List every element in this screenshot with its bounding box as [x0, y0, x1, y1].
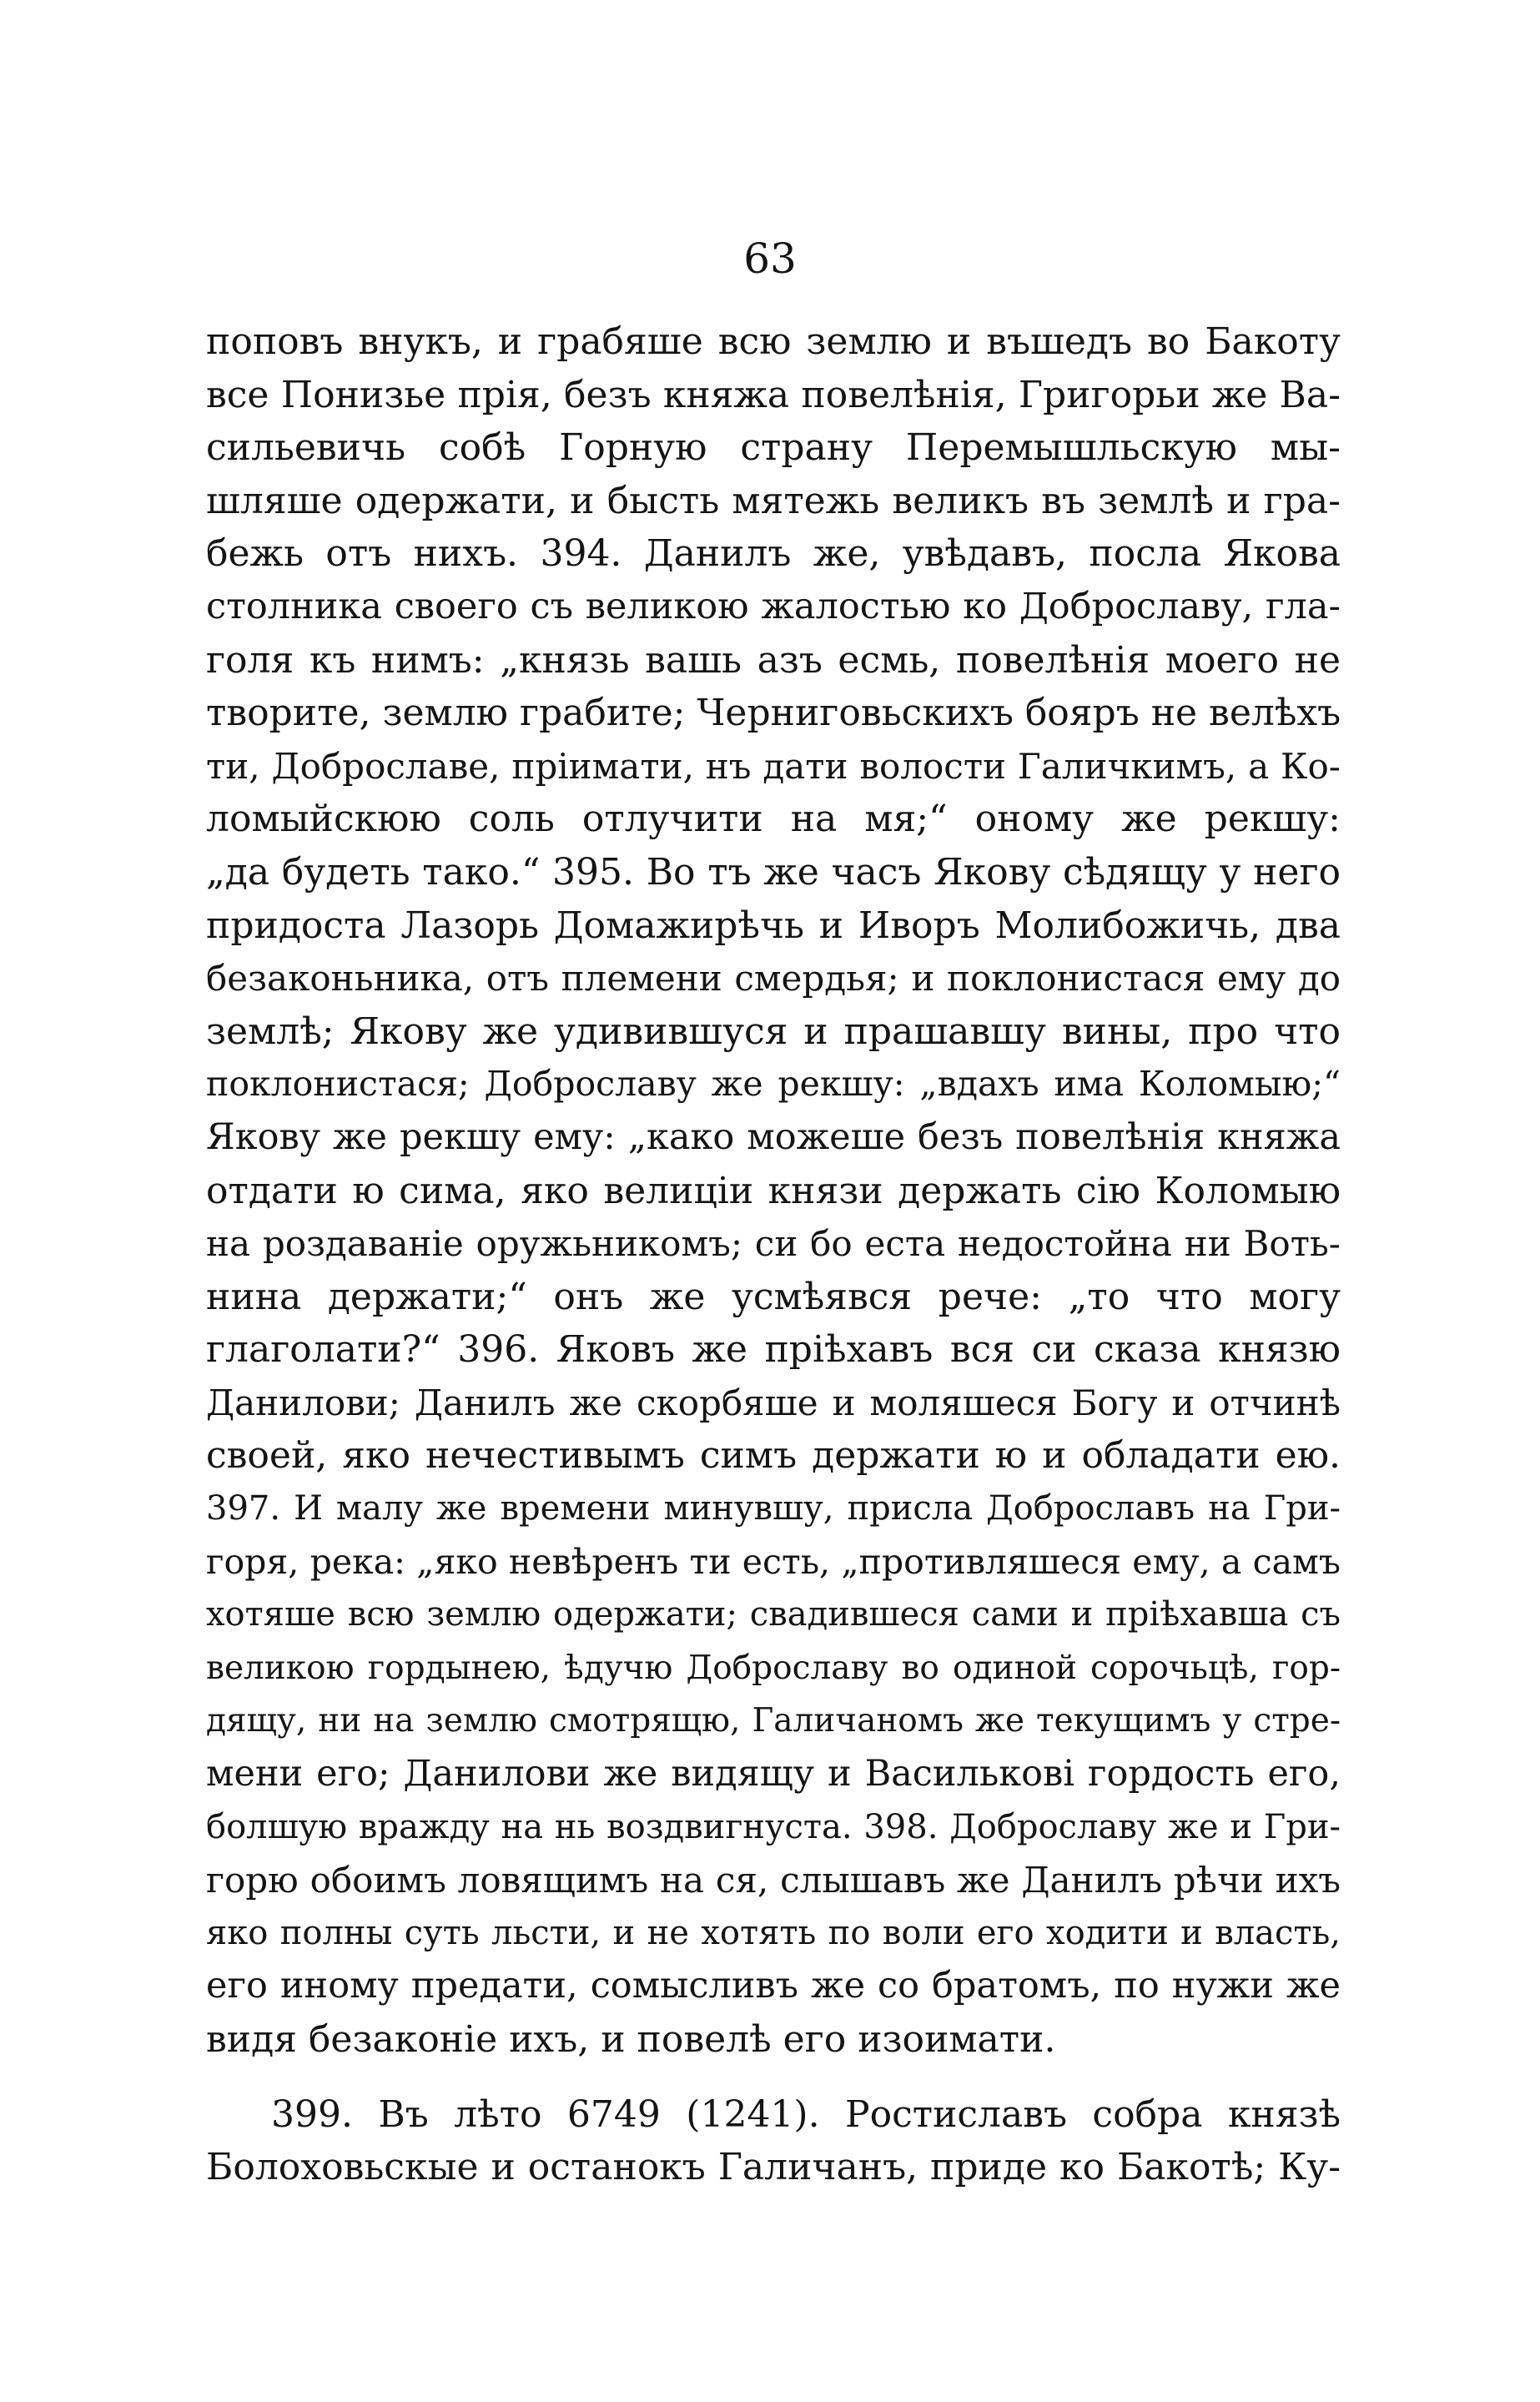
text-line: нина держати;“ онъ же усмѣявся рече: „то что могу: [206, 1275, 1341, 1318]
paragraph-1: [206, 315, 1341, 2067]
page-number: 63: [743, 234, 797, 283]
text-line: глаголати?“ 396. Яковъ же пріѣхавъ вся си сказа князю: [206, 1328, 1341, 1372]
text-line: голя къ нимъ: „князь вашь азъ есмь, повелѣнія моего не: [206, 638, 1341, 682]
text-body: [206, 315, 1341, 2194]
text-line: дящу, ни на землю смотрящю, Галичаномъ же текущимъ у стре-: [206, 1702, 1341, 1740]
text-line: болшую вражду на нь воздвигнуста. 398. Доброславу же и Гри-: [206, 1807, 1341, 1846]
text-line: бежь отъ нихъ. 394. Данилъ же, увѣдавъ, посла Якова: [206, 532, 1341, 576]
text-line: поповъ внукъ, и грабяше всю землю и въшедъ во Бакоту: [206, 320, 1341, 363]
text-line: отдати ю сима, яко велиціи князи держать сію Коломыю: [206, 1169, 1341, 1212]
paragraph-2: [206, 2088, 1341, 2194]
text-line: видя безаконіе ихъ, и повелѣ его изоимати.: [206, 2018, 1056, 2061]
text-line: безаконьника, отъ племени смердья; и поклонистася ему до: [206, 958, 1341, 1000]
paragraph-gap: [206, 2067, 1341, 2088]
text-line: придоста Лазорь Домажирѣчь и Иворъ Молибожичь, два: [206, 904, 1341, 947]
text-line: землѣ; Якову же удивившуся и прашавшу вины, про что: [206, 1010, 1341, 1053]
text-line: ломыйскюю соль отлучити на мя;“ оному же рекшу:: [206, 798, 1341, 841]
text-line: своей, яко нечестивымъ симъ держати ю и обладати ею.: [206, 1434, 1341, 1478]
text-line: Якову же рекшу ему: „како можеше безъ повелѣнія княжа: [206, 1115, 1341, 1158]
text-line: его иному предати, сомысливъ же со братомъ, по нужи же: [206, 1965, 1341, 2007]
text-line: 399. Въ лѣто 6749 (1241). Ростиславъ собра князѣ: [271, 2092, 1341, 2136]
text-line: поклонистася; Доброславу же рекшу: „вдахъ има Коломыю;“: [206, 1064, 1341, 1105]
text-line: Данилови; Данилъ же скорбяше и моляшеся Богу и отчинѣ: [206, 1382, 1341, 1423]
text-line: столника своего съ великою жалостью ко Доброславу, гла-: [206, 585, 1341, 627]
text-line: 397. И малу же времени минувшу, присла Доброславъ на Гри-: [206, 1489, 1341, 1528]
text-line: шляше одержати, и бысть мятежь великъ въ землѣ и гра-: [206, 479, 1341, 522]
text-line: хотяше всю землю одержати; свадившеся сами и пріѣхавша съ: [206, 1595, 1341, 1634]
text-line: творите, землю грабите; Черниговьскихъ бояръ не велѣхъ: [206, 692, 1341, 735]
text-line: сильевичь собѣ Горную страну Перемышльскую мы-: [206, 426, 1341, 470]
text-line: ти, Доброславе, пріимати, нъ дати волости Галичкимъ, а Ко-: [206, 745, 1341, 787]
text-line: мени его; Данилови же видящу и Васильковi гордость его,: [206, 1753, 1341, 1795]
text-line: великою гордынею, ѣдучю Доброславу во одиной сорочьцѣ, гор-: [206, 1649, 1341, 1687]
text-line: „да будеть тако.“ 395. Во тъ же часъ Якову сѣдящу у него: [206, 850, 1341, 894]
text-line: горю обоимъ ловящимъ на ся, слышавъ же Данилъ рѣчи ихъ: [206, 1860, 1341, 1901]
text-line: яко полны суть льсти, и не хотять по воли его ходити и власть,: [206, 1913, 1341, 1952]
text-line: Болоховьскые и останокъ Галичанъ, приде ко Бакотѣ; Ку-: [206, 2146, 1341, 2189]
text-line: горя, река: „яко невѣренъ ти есть, „противляшеся ему, а самъ: [206, 1541, 1341, 1582]
text-line: на роздаваніе оружьникомъ; си бо еста недостойна ни Воть-: [206, 1223, 1341, 1265]
text-line: все Понизье прія, безъ княжа повелѣнія, Григорьи же Ва-: [206, 373, 1341, 416]
